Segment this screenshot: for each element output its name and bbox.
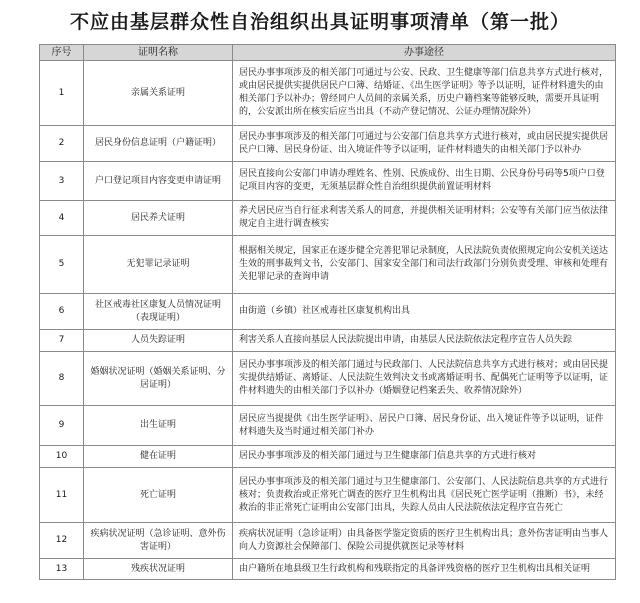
row-number: 3	[40, 162, 84, 201]
certificate-list-table	[39, 44, 616, 580]
table-row	[40, 162, 616, 201]
row-number: 6	[40, 294, 84, 330]
certificate-name: 社区戒毒社区康复人员情况证明（表现证明）	[84, 294, 233, 330]
certificate-name: 居民养犬证明	[84, 201, 233, 236]
row-number: 13	[40, 559, 84, 580]
table-row	[40, 294, 616, 330]
certificate-name: 疾病状况证明（急诊证明、意外伤害证明）	[84, 523, 233, 559]
procedure-text: 居民办事事项涉及的相关部门通过与卫生健康部门、公安部门、人民法院信息共享的方式进行核对；负责救治或正常死亡调查的医疗卫生机构出具《居民死亡医学证明（推断）书》，未经救治的非正常死亡证明由公安部门出具，失踪人员由人民法院依法定程序宣告死亡	[233, 468, 616, 523]
row-number: 2	[40, 126, 84, 162]
procedure-text: 居民应当提提供《出生医学证明》、居民户口簿、居民身份证、出入境证件等予以证明，证件材料遗失及当时通过相关部门补办	[233, 406, 616, 446]
column-header-procedure: 办事途径	[233, 45, 616, 61]
row-number: 10	[40, 446, 84, 468]
procedure-text: 由户籍所在地县级卫生行政机构和残联指定的具备评残资格的医疗卫生机构出具相关证明	[233, 559, 616, 580]
certificate-name: 户口登记项目内容变更申请证明	[84, 162, 233, 201]
certificate-name: 婚姻状况证明（婚姻关系证明、分居证明）	[84, 352, 233, 406]
row-number: 1	[40, 61, 84, 126]
table-row	[40, 523, 616, 559]
procedure-text: 居民办事事项涉及的相关部门可通过与公安部门信息共享方式进行核对，或由居民提实提供居民户口簿、居民身份证、出入境证件等予以证明，证件材料遗失的由相关部门予以补办	[233, 126, 616, 162]
procedure-text: 根据相关规定，国家正在逐步健全完善犯罪记录制度，人民法院负责依照规定向公安机关送达生效的刑事裁判文书，公安部门、国家安全部门和司法行政部门分别负责受理、审核和处理有关犯罪记录的查询申请	[233, 236, 616, 294]
table-row	[40, 468, 616, 523]
procedure-text: 居民办事事项涉及的相关部门通过与民政部门、人民法院信息共享方式进行核对；或由居民提实提供结婚证、离婚证、人民法院生效判决文书或离婚证明书、配偶死亡证明等予以证明，证件材料遗失的由相关部门予以补办（婚姻登记档案丢失、收养情况除外）	[233, 352, 616, 406]
certificate-name: 居民身份信息证明（户籍证明）	[84, 126, 233, 162]
table-row	[40, 126, 616, 162]
table-row	[40, 330, 616, 352]
certificate-name: 人员失踪证明	[84, 330, 233, 352]
table-row	[40, 201, 616, 236]
procedure-text: 由街道（乡镇）社区戒毒社区康复机构出具	[233, 294, 616, 330]
procedure-text: 养犬居民应当自行征求利害关系人的同意，并提供相关证明材料；公安等有关部门应当依法律规定自主进行调查核实	[233, 201, 616, 236]
table-row	[40, 559, 616, 580]
table-row	[40, 446, 616, 468]
table-row	[40, 406, 616, 446]
certificate-name: 健在证明	[84, 446, 233, 468]
procedure-text: 利害关系人直接向基层人民法院提出申请，由基层人民法院依法定程序宣告人员失踪	[233, 330, 616, 352]
procedure-text: 疾病状况证明（急诊证明）由具备医学鉴定资质的医疗卫生机构出具；意外伤害证明由当事人向人力资源社会保障部门、保险公司提供就医记录等材料	[233, 523, 616, 559]
row-number: 5	[40, 236, 84, 294]
row-number: 12	[40, 523, 84, 559]
certificate-name: 亲属关系证明	[84, 61, 233, 126]
procedure-text: 居民办事事项涉及的相关部门通过与卫生健康部门信息共享的方式进行核对	[233, 446, 616, 468]
table-row	[40, 236, 616, 294]
certificate-name: 死亡证明	[84, 468, 233, 523]
row-number: 8	[40, 352, 84, 406]
row-number: 7	[40, 330, 84, 352]
row-number: 9	[40, 406, 84, 446]
certificate-name: 出生证明	[84, 406, 233, 446]
table-row	[40, 352, 616, 406]
table-row	[40, 61, 616, 126]
procedure-text: 居民直接向公安部门申请办理姓名、性别、民族成份、出生日期、公民身份号码等5项户口登记项目内容的变更，无须基层群众性自治组织提供前置证明材料	[233, 162, 616, 201]
certificate-name: 残疾状况证明	[84, 559, 233, 580]
row-number: 11	[40, 468, 84, 523]
row-number: 4	[40, 201, 84, 236]
column-header-number: 序号	[40, 45, 84, 61]
table-body	[40, 61, 616, 580]
column-header-certificate-name: 证明名称	[84, 45, 233, 61]
table-header	[40, 45, 616, 61]
procedure-text: 居民办事事项涉及的相关部门可通过与公安、民政、卫生健康等部门信息共享方式进行核对，或由居民提供实提供居民户口簿、结婚证、《出生医学证明》等予以证明，证件材料遗失的由相关部门予以补办；曾经同户人员间的亲属关系，历史户籍档案等能够反映，需要开具证明的，公安派出所在核实后应当出具（不动产登记情况、公证办理情况除外）	[233, 61, 616, 126]
document-title: 不应由基层群众性自治组织出具证明事项清单（第一批）	[69, 11, 570, 33]
certificate-name: 无犯罪记录证明	[84, 236, 233, 294]
